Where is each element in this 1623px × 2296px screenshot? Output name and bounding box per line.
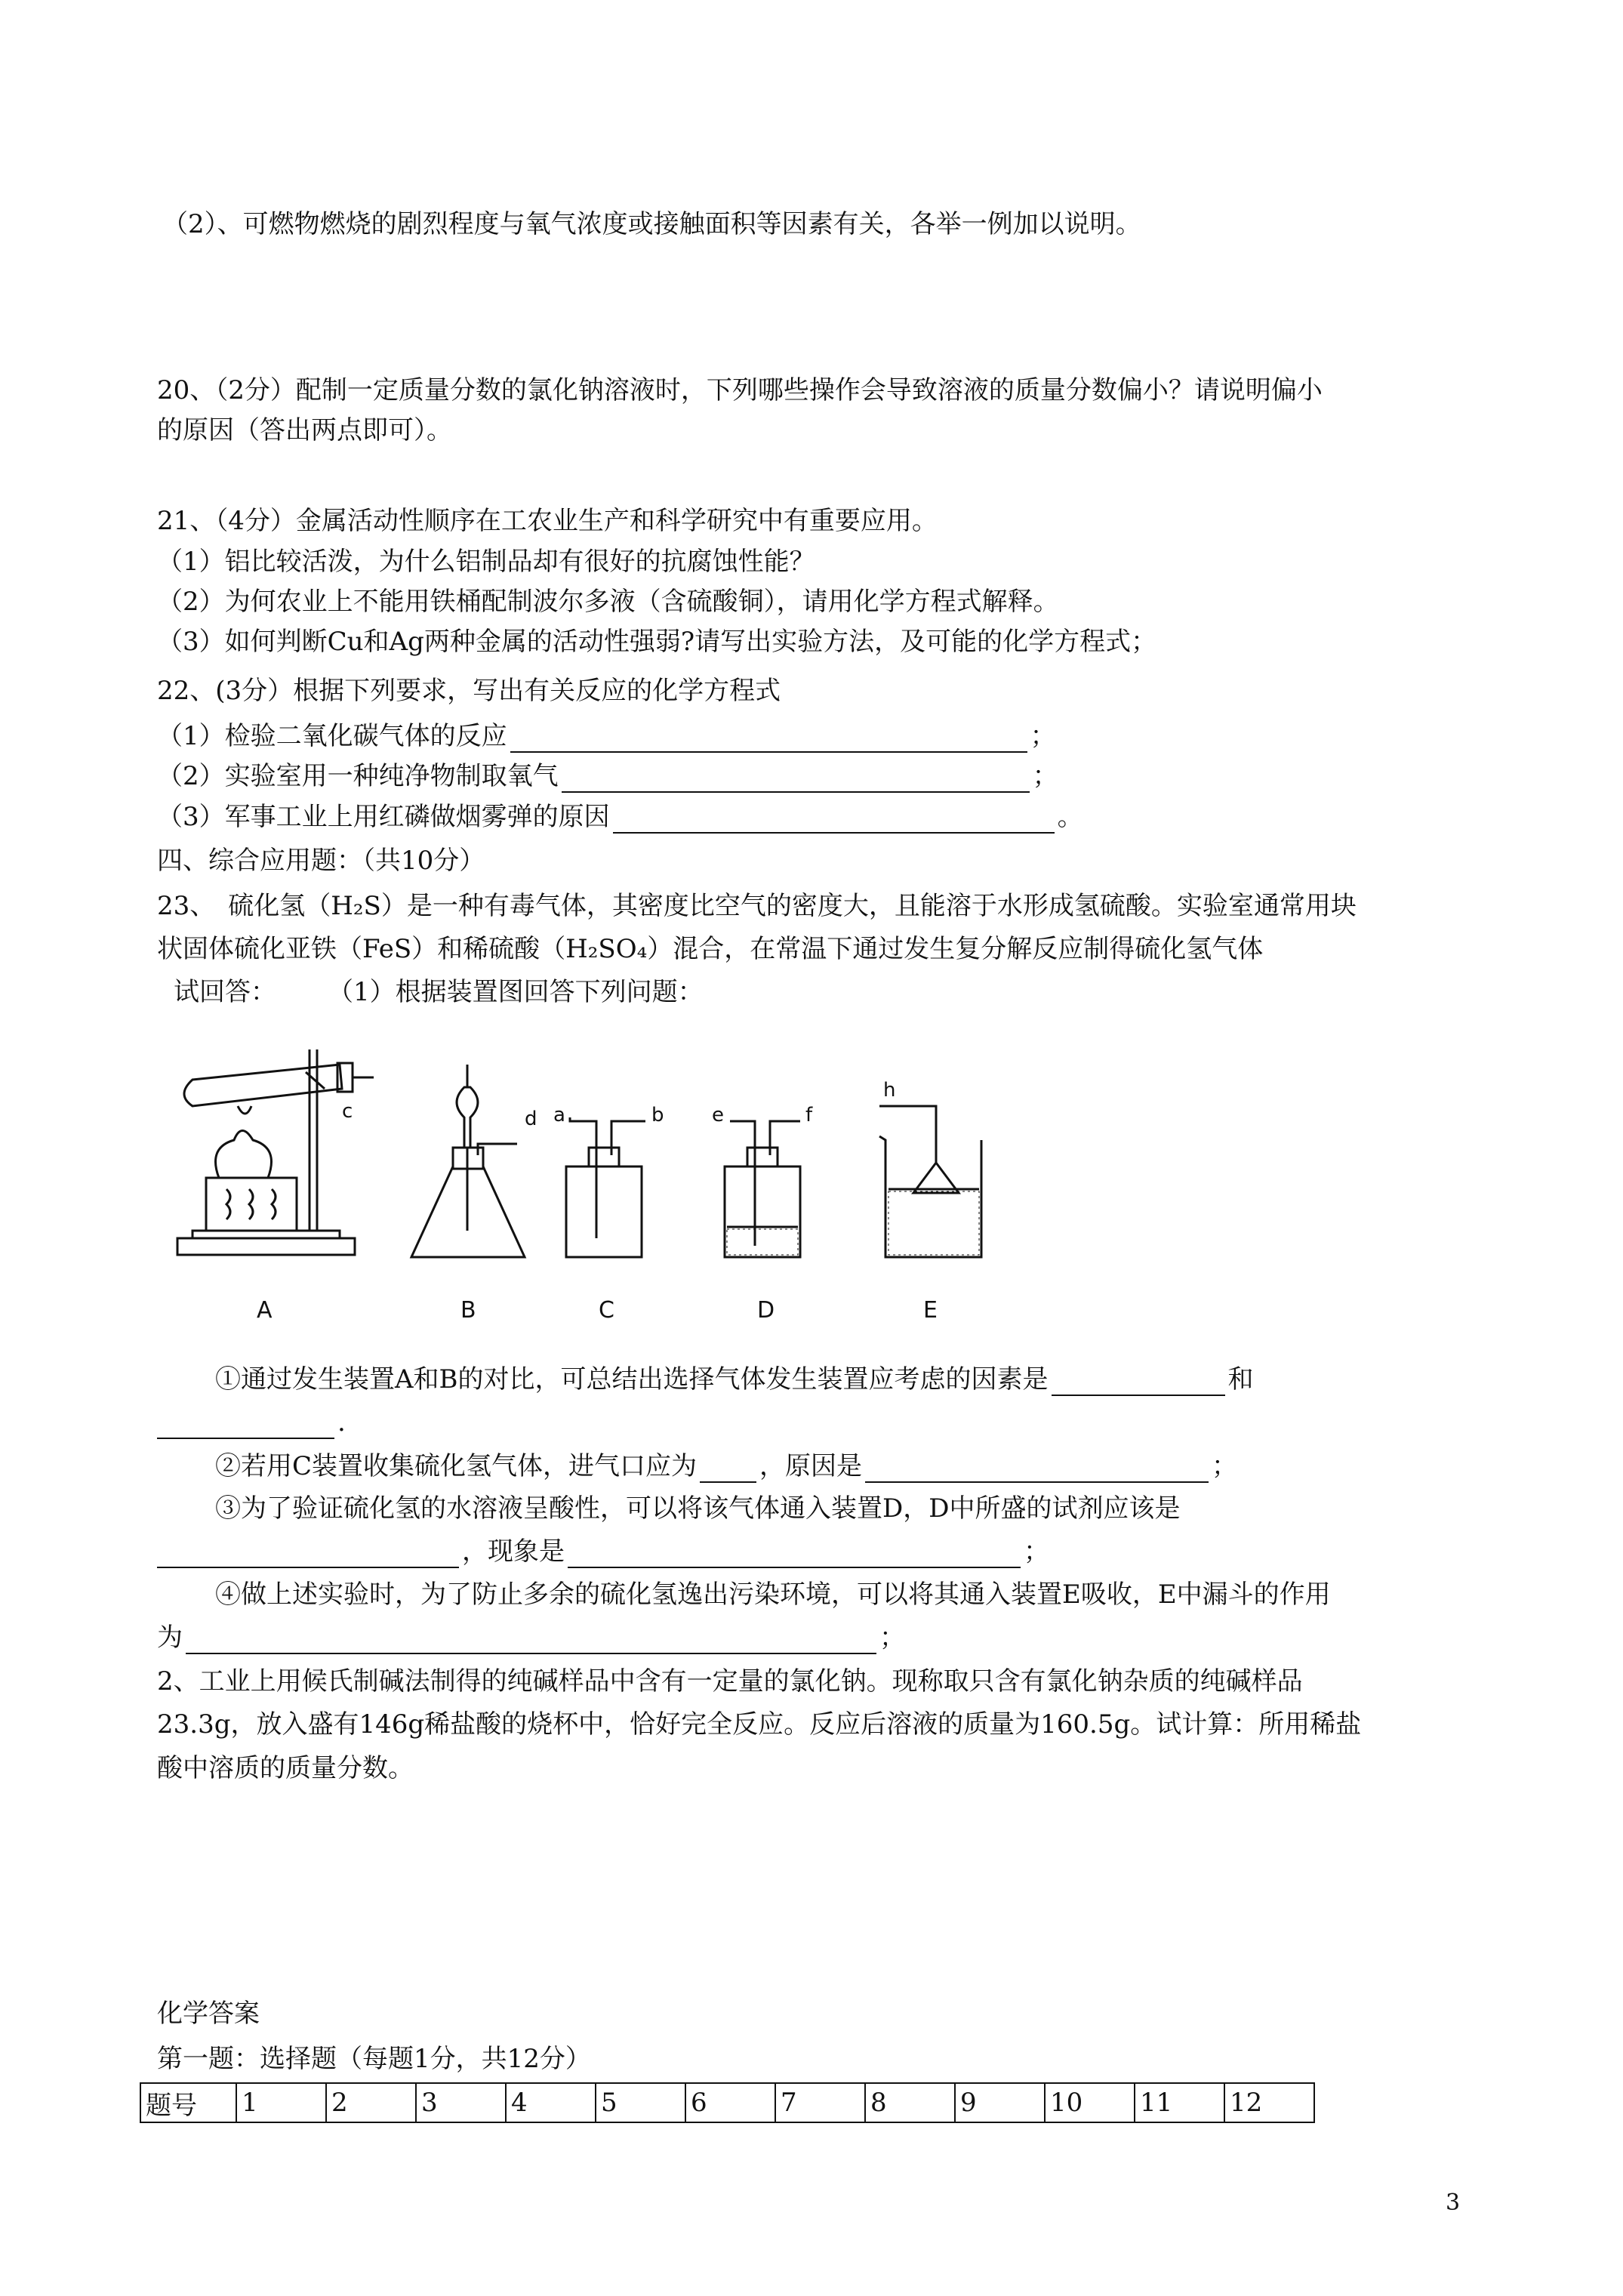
q22-part2-end: ； <box>1032 761 1058 791</box>
answers-section1: 第一题：选择题（每题1分，共12分） <box>157 2044 591 2074</box>
q23-sub3: ③为了验证硫化氢的水溶液呈酸性，可以将该气体通入装置D，D中所盛的试剂应该是 <box>215 1493 1181 1524</box>
table-cell: 3 <box>416 2083 506 2122</box>
table-cell: 11 <box>1135 2083 1224 2122</box>
letter-h: h <box>883 1079 896 1102</box>
answer-blank[interactable] <box>510 726 1027 753</box>
q23-sub3-end: ； <box>1024 1536 1049 1567</box>
q22-stem: 22、(3分）根据下列要求，写出有关反应的化学方程式 <box>157 676 781 706</box>
q21-stem: 21、（4分）金属活动性顺序在工农业生产和科学研究中有重要应用。 <box>157 506 938 536</box>
tube-h <box>879 1106 936 1163</box>
q23-sub3-phenomenon: ，现象是 <box>462 1536 565 1567</box>
letter-f: f <box>805 1104 813 1126</box>
q23-line3: 试回答： （1）根据装置图回答下列问题： <box>174 977 704 1007</box>
letter-d: d <box>525 1108 537 1130</box>
section4-title: 四、综合应用题：（共10分） <box>157 846 485 876</box>
label-d: D <box>757 1297 775 1324</box>
label-a: A <box>257 1297 273 1324</box>
q2-line2: 23.3g，放入盛有146g稀盐酸的烧杯中，恰好完全反应。反应后溶液的质量为160.5g。试计算：所用稀盐 <box>157 1709 1362 1740</box>
letter-c: c <box>342 1100 353 1123</box>
table-cell: 题号 <box>140 2083 236 2122</box>
answer-blank[interactable] <box>1052 1369 1225 1396</box>
answers-title: 化学答案 <box>157 1999 260 2029</box>
q23-sub1 <box>215 1363 1254 1396</box>
table-cell: 12 <box>1224 2083 1314 2122</box>
q23-sub4-end: ； <box>879 1623 905 1653</box>
q21-part1: （1）铝比较活泼，为什么铝制品却有很好的抗腐蚀性能？ <box>157 547 815 577</box>
table-cell: 2 <box>326 2083 416 2122</box>
answer-blank[interactable] <box>562 766 1030 793</box>
q21-part2: （2）为何农业上不能用铁桶配制波尔多液（含硫酸铜），请用化学方程式解释。 <box>157 587 1059 617</box>
answer-blank[interactable] <box>157 1412 334 1439</box>
q23-sub4-cont <box>157 1621 905 1654</box>
letter-e: e <box>712 1104 724 1126</box>
apparatus-e <box>879 1106 981 1257</box>
apparatus-d <box>725 1121 800 1257</box>
q2-line3: 酸中溶质的质量分数。 <box>157 1753 414 1783</box>
q2-line1: 2、工业上用候氏制碱法制得的纯碱样品中含有一定量的氯化钠。现称取只含有氯化钠杂质的纯碱样品 <box>157 1666 1303 1697</box>
bottle-c <box>566 1166 642 1257</box>
table-cell: 5 <box>596 2083 685 2122</box>
stand-base <box>177 1238 355 1255</box>
beaker <box>879 1136 981 1257</box>
q23-line1: 23、 硫化氢（H₂S）是一种有毒气体，其密度比空气的密度大，且能溶于水形成氢硫酸。实验室通常用块 <box>157 891 1357 921</box>
apparatus-c <box>566 1117 645 1257</box>
answer-blank[interactable] <box>865 1456 1209 1483</box>
q23-sub2-end: ； <box>1212 1451 1238 1481</box>
q23-sub1-end: . <box>337 1407 346 1438</box>
q22-part2: （2）实验室用一种纯净物制取氧气 <box>157 761 559 791</box>
q22-part3: （3）军事工业上用红磷做烟雾弹的原因 <box>157 802 610 832</box>
long-tube-a <box>570 1117 596 1238</box>
page-number: 3 <box>1446 2190 1461 2216</box>
q22-part3-line <box>157 800 1083 834</box>
q22-part1-end: ； <box>1030 721 1056 751</box>
flame <box>238 1106 251 1114</box>
funnel <box>457 1087 478 1148</box>
q19-part2: （2）、可燃物燃烧的剧烈程度与氧气浓度或接触面积等因素有关，各举一例加以说明。 <box>162 209 1141 239</box>
table-cell: 9 <box>955 2083 1045 2122</box>
q23-sub1-cont <box>157 1406 346 1439</box>
q23-sub2-reason: ，原因是 <box>759 1451 863 1481</box>
q22-part1: （1）检验二氧化碳气体的反应 <box>157 721 507 751</box>
table-row <box>140 2083 1314 2122</box>
answer-blank[interactable] <box>568 1541 1021 1568</box>
apparatus-b <box>411 1065 525 1257</box>
q23-sub1-text: ①通过发生装置A和B的对比，可总结出选择气体发生装置应考虑的因素是 <box>215 1364 1049 1395</box>
q23-sub2-text: ②若用C装置收集硫化氢气体，进气口应为 <box>215 1451 698 1481</box>
letter-b: b <box>651 1104 664 1126</box>
q23-sub4-text: 为 <box>157 1623 183 1653</box>
apparatus-figure <box>162 1034 1144 1336</box>
label-c: C <box>599 1297 614 1324</box>
letter-a: a <box>553 1104 565 1126</box>
q22-part2-line <box>157 760 1058 793</box>
alcohol-burner <box>216 1131 272 1179</box>
label-b: B <box>460 1297 476 1324</box>
test-tube <box>184 1065 342 1106</box>
q23-sub2 <box>215 1450 1237 1483</box>
q23-sub3-cont <box>157 1535 1049 1568</box>
label-e: E <box>923 1297 938 1324</box>
table-cell: 7 <box>775 2083 865 2122</box>
q22-part3-end: 。 <box>1057 802 1083 832</box>
q20-line1: 20、（2分）配制一定质量分数的氯化钠溶液时，下列哪些操作会导致溶液的质量分数偏小？请说明偏小 <box>157 375 1323 405</box>
answer-blank[interactable] <box>700 1456 756 1483</box>
answer-blank[interactable] <box>613 806 1055 834</box>
answer-blank[interactable] <box>186 1627 876 1654</box>
table-cell: 1 <box>236 2083 326 2122</box>
q23-line2: 状固体硫化亚铁（FeS）和稀硫酸（H₂SO₄）混合，在常温下通过发生复分解反应制得硫化氢气体 <box>157 934 1264 964</box>
table-cell: 10 <box>1045 2083 1135 2122</box>
answer-table <box>140 2082 1315 2123</box>
table-cell: 6 <box>685 2083 775 2122</box>
apparatus-a <box>177 1049 374 1255</box>
burner-block <box>206 1178 297 1231</box>
q23-sub4: ④做上述实验时，为了防止多余的硫化氢逸出污染环境，可以将其通入装置E吸收，E中漏斗的作用 <box>215 1579 1331 1610</box>
q20-line2: 的原因（答出两点即可）。 <box>157 415 452 445</box>
table-cell: 4 <box>506 2083 596 2122</box>
bottle-d <box>725 1166 800 1257</box>
table-cell: 8 <box>865 2083 955 2122</box>
q22-part1-line <box>157 720 1056 753</box>
q23-sub1-and: 和 <box>1227 1364 1254 1395</box>
q21-part3: （3）如何判断Cu和Ag两种金属的活动性强弱?请写出实验方法，及可能的化学方程式； <box>157 627 1157 657</box>
short-tube-b <box>611 1121 645 1155</box>
answer-blank[interactable] <box>157 1541 459 1568</box>
